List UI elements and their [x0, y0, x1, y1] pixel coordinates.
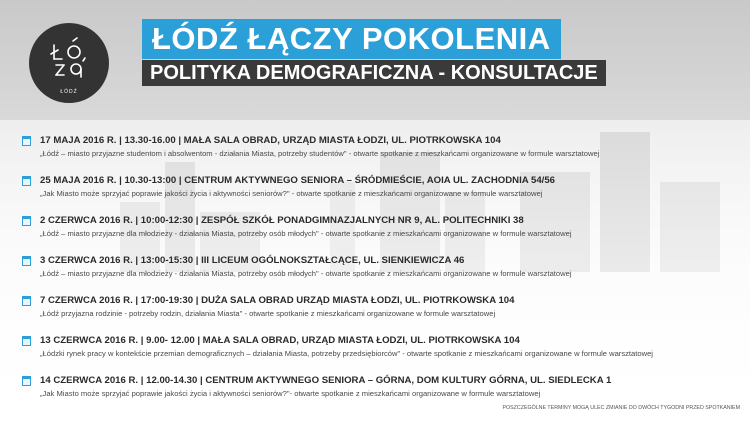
event-header: 25 MAJA 2016 R. | 10.30-13:00 | CENTRUM AKTYWNEGO SENIORA – ŚRÓDMIEŚCIE, AOIA UL. ZACHODNIA 54/56: [40, 175, 556, 186]
event-list: [22, 134, 742, 414]
event-description: „Jak Miasto może sprzyjać poprawie jakości życia i aktywności seniorów?"- otwarte spotkanie z mieszkańcami organizowane w formule warsztatowej: [40, 389, 541, 398]
page-subtitle: POLITYKA DEMOGRAFICZNA - KONSULTACJE: [142, 60, 606, 86]
calendar-icon: [22, 376, 31, 386]
event-item: [22, 294, 742, 334]
event-item: [22, 134, 742, 174]
calendar-icon: [22, 256, 31, 266]
event-item: [22, 214, 742, 254]
event-header: 2 CZERWCA 2016 R. | 10:00-12:30 | ZESPÓŁ SZKÓŁ PONADGIMNAZJALNYCH NR 9, AL. POLITECHNIKI 38: [40, 215, 524, 226]
calendar-icon: [22, 296, 31, 306]
event-header: 13 CZERWCA 2016 R. | 9.00- 12.00 | MAŁA SALA OBRAD, URZĄD MIASTA ŁODZI, UL. PIOTRKOWSKA 104: [40, 335, 520, 346]
footer-note: POSZCZEGÓLNE TERMINY MOGĄ ULEC ZMIANIE DO DWÓCH TYGODNI PRZED SPOTKANIEM: [502, 405, 740, 411]
event-description: „Jak Miasto może sprzyjać poprawie jakości życia i aktywności seniorów?" - otwarte spotkanie z mieszkańcami organizowane w formule warsztatowej: [40, 189, 543, 198]
event-description: „Łódź – miasto przyjazne studentom i absolwentom - działania Miasta, potrzeby studentów" - otwarte spotkanie z mieszkańcami organizowane w formule warsztatowej: [40, 149, 600, 158]
calendar-icon: [22, 336, 31, 346]
event-description: „Łódź – miasto przyjazne dla młodzieży - działania Miasta, potrzeby osób młodych" - otwarte spotkanie z mieszkańcami organizowane w formule warsztatowej: [40, 229, 572, 238]
calendar-icon: [22, 136, 31, 146]
calendar-icon: [22, 176, 31, 186]
event-item: [22, 254, 742, 294]
event-item: [22, 174, 742, 214]
page-title: ŁÓDŹ ŁĄCZY POKOLENIA: [142, 19, 561, 59]
event-description: „Łódź – miasto przyjazne dla młodzieży - działania Miasta, potrzeby osób młodych" - otwarte spotkanie z mieszkańcami organizowane w formule warsztatowej: [40, 269, 572, 278]
event-description: „Łódź przyjazna rodzinie - potrzeby rodzin, działania Miasta" - otwarte spotkanie z mieszkańcami organizowane w formule warsztatowej: [40, 309, 496, 318]
event-item: [22, 334, 742, 374]
event-header: 3 CZERWCA 2016 R. | 13:00-15:30 | III LICEUM OGÓLNOKSZTAŁCĄCE, UL. SIENKIEWICZA 46: [40, 255, 465, 266]
event-header: 7 CZERWCA 2016 R. | 17:00-19:30 | DUŻA SALA OBRAD URZĄD MIASTA ŁODZI, UL. PIOTRKOWSKA 104: [40, 295, 515, 306]
logo-text: ŁÓDŹ: [60, 89, 78, 95]
event-header: 14 CZERWCA 2016 R. | 12.00-14.30 | CENTRUM AKTYWNEGO SENIORA – GÓRNA, DOM KULTURY GÓRNA, UL. SIEDLECKA 1: [40, 375, 612, 386]
event-description: „Łódzki rynek pracy w kontekście przemian demograficznych – działania Miasta, potrzeby przedsiębiorców" - otwarte spotkanie z mieszkańcami organizowane w formule warsztatowej: [40, 349, 653, 358]
event-header: 17 MAJA 2016 R. | 13.30-16.00 | MAŁA SALA OBRAD, URZĄD MIASTA ŁODZI, UL. PIOTRKOWSKA 104: [40, 135, 501, 146]
calendar-icon: [22, 216, 31, 226]
lodz-logo: [29, 23, 109, 103]
